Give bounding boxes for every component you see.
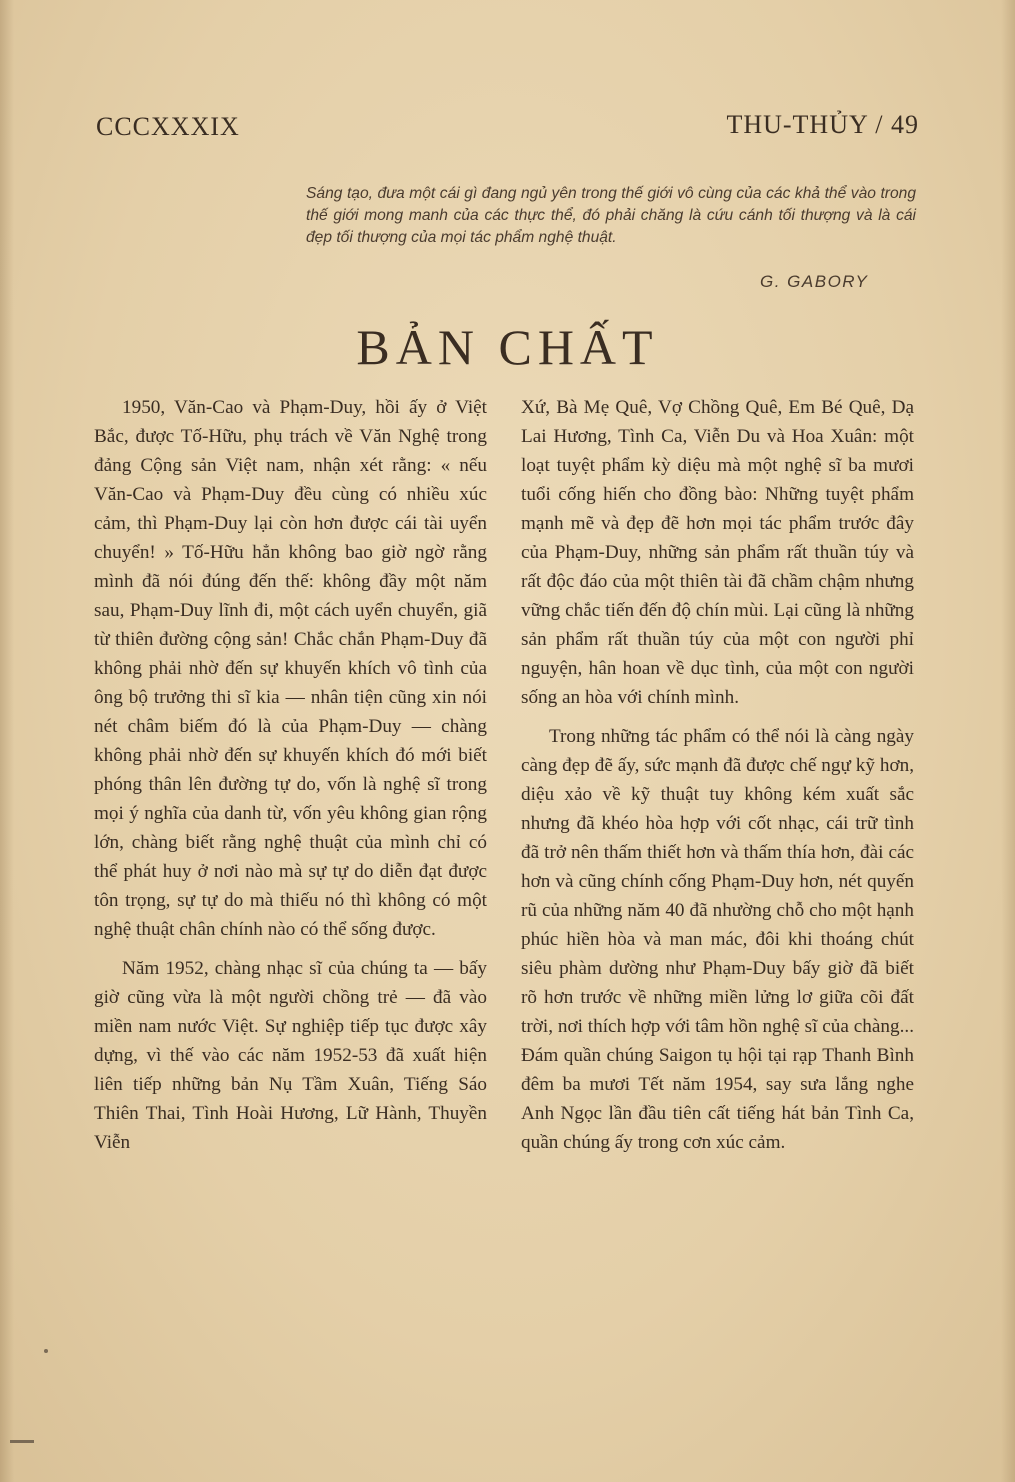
page-edge-shadow-left: [0, 0, 14, 1482]
paragraph: 1950, Văn-Cao và Phạm-Duy, hồi ấy ở Việt Bắc, được Tố-Hữu, phụ trách về Văn Nghệ trong đảng Cộng sản Việt nam, nhận xét rằng: « nếu Văn-Cao và Phạm-Duy đều cùng có nhiều xúc cảm, thì Phạm-Duy lại còn hơn được cái tài uyển chuyển! » Tố-Hữu hẳn không bao giờ ngờ rằng mình đã nói đúng đến thế: không đầy một năm sau, Phạm-Duy lĩnh đi, một cách uyển chuyển, giã từ thiên đường cộng sản! Chắc chắn Phạm-Duy đã không phải nhờ đến sự khuyến khích vô tình của ông bộ trưởng thi sĩ kia — nhân tiện cũng xin nói nét châm biếm đó là của Phạm-Duy — chàng không phải nhờ đến sự khuyến khích đó mới biết phóng thân lên đường tự do, vốn là nghệ sĩ trong mọi ý nghĩa của danh từ, vốn yêu không gian rộng lớn, chàng biết rằng nghệ thuật của mình chỉ có thể phát huy ở nơi nào mà sự tự do diễn đạt được tôn trọng, sự tự do mà thiếu nó thì không có một nghệ thuật chân chính nào có thể sống được.: [94, 397, 487, 940]
section-number: CCCXXXIX: [96, 112, 240, 141]
text-column-right: [521, 393, 914, 1157]
text-column-left: [94, 393, 487, 1157]
page-title: BẢN CHẤT: [356, 319, 659, 375]
paragraph: Trong những tác phẩm có thể nói là càng ngày càng đẹp đẽ ấy, sức mạnh đã được chế ngự kỹ hơn, diệu xảo về kỹ thuật tuy không kém xuất sắc nhưng đã khéo hòa hợp với cốt nhạc, cái trữ tình đã trở nên thấm thiết hơn và thấm thía hơn, đài các hơn và cũng chính cống Phạm-Duy hơn, nét quyến rũ của những năm 40 đã nhường chỗ cho một hạnh phúc hiền hòa và man mác, đôi khi thoáng chút siêu phàm dường như Phạm-Duy bấy giờ đã biết rõ hơn trước về những miền lửng lơ giữa cõi đất trời, nơi thích hợp với tâm hồn nghệ sĩ của chàng... Đám quần chúng Saigon tụ hội tại rạp Thanh Bình đêm ba mươi Tết năm 1954, say sưa lắng nghe Anh Ngọc lần đầu tiên cất tiếng hát bản Tình Ca, quần chúng ấy trong cơn xúc cảm.: [521, 726, 914, 1153]
epigraph-quote: Sáng tạo, đưa một cái gì đang ngủ yên trong thế giới vô cùng của các khả thể vào trong thế giới mong manh của các thực thể, đó phải chăng là cứu cánh tối thượng và là cái đẹp tối thượng của mọi tác phẩm nghệ thuật.: [306, 185, 916, 246]
page-blemish: [10, 1440, 34, 1443]
paragraph: Năm 1952, chàng nhạc sĩ của chúng ta — bấy giờ cũng vừa là một người chồng trẻ — đã vào miền nam nước Việt. Sự nghiệp tiếp tục được xây dựng, vì thế vào các năm 1952-53 đã xuất hiện liên tiếp những bản Nụ Tầm Xuân, Tiếng Sáo Thiên Thai, Tình Hoài Hương, Lữ Hành, Thuyền Viễn: [94, 958, 487, 1153]
epigraph-author: G. GABORY: [760, 272, 869, 291]
running-header: THU-THỦY / 49: [726, 110, 919, 139]
paragraph: Xứ, Bà Mẹ Quê, Vợ Chồng Quê, Em Bé Quê, Dạ Lai Hương, Tình Ca, Viễn Du và Hoa Xuân: một loạt tuyệt phẩm kỳ diệu mà một nghệ sĩ ba mươi tuổi cống hiến cho đồng bào: Những tuyệt phẩm mạnh mẽ và đẹp đẽ hơn mọi tác phẩm trước đây của Phạm-Duy, những sản phẩm rất thuần túy và rất độc đáo của một thiên tài đã chầm chậm nhưng vững chắc tiến đến độ chín mùi. Lại cũng là những sản phẩm rất thuần túy của một con người phỉ nguyện, hân hoan về dục tình, của một con người sống an hòa với chính mình.: [521, 397, 914, 708]
page-blemish: [44, 1349, 48, 1353]
page-edge-shadow-right: [1001, 0, 1015, 1482]
